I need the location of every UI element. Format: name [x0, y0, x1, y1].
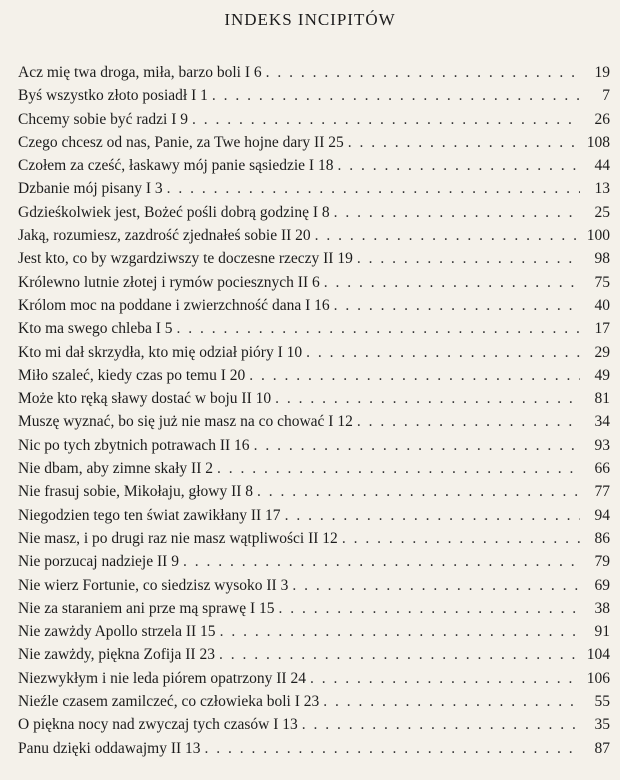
- index-entry: [18, 87, 610, 110]
- incipit-text: Nie za staraniem ani prze mą sprawę I 15: [18, 599, 275, 617]
- page-number: 77: [594, 483, 610, 501]
- incipit-text: Jest kto, co by wzgardziwszy te doczesne rzeczy II 19: [18, 250, 353, 268]
- page-number: 87: [594, 739, 610, 757]
- index-entry: [18, 623, 610, 646]
- incipit-text: Kto mi dał skrzydła, kto mię odział pióry I 10: [18, 343, 303, 361]
- dot-leader: [192, 111, 580, 129]
- incipit-text: O piękna nocy nad zwyczaj tych czasów I 13: [18, 716, 298, 734]
- index-entry: [18, 460, 610, 483]
- dot-leader: [310, 670, 580, 688]
- incipit-index-list: [18, 64, 610, 763]
- index-entry: [18, 157, 610, 180]
- incipit-text: Miło szaleć, kiedy czas po temu I 20: [18, 366, 246, 384]
- index-entry: [18, 180, 610, 203]
- dot-leader: [177, 320, 580, 338]
- page-number: 93: [594, 436, 610, 454]
- incipit-text: Może kto ręką sławy dostać w boju II 10: [18, 390, 272, 408]
- dot-leader: [212, 87, 580, 105]
- index-entry: [18, 646, 610, 669]
- dot-leader: [334, 297, 580, 315]
- dot-leader: [334, 204, 580, 222]
- dot-leader: [285, 507, 580, 525]
- page-number: 34: [594, 413, 610, 431]
- dot-leader: [219, 646, 580, 664]
- page-number: 7: [602, 87, 610, 105]
- index-entry: [18, 134, 610, 157]
- page-number: 26: [594, 110, 610, 128]
- dot-leader: [302, 716, 580, 734]
- incipit-text: Nie masz, i po drugi raz nie masz wątpliwości II 12: [18, 529, 338, 547]
- index-entry: [18, 367, 610, 390]
- page-number: 29: [594, 343, 610, 361]
- index-entry: [18, 64, 610, 87]
- incipit-text: Królom moc na poddane i zwierzchność dana I 16: [18, 296, 330, 314]
- index-entry: [18, 250, 610, 273]
- page-number: 91: [594, 623, 610, 641]
- page-number: 13: [594, 180, 610, 198]
- page-number: 44: [594, 157, 610, 175]
- dot-leader: [220, 623, 580, 641]
- incipit-text: Nie porzucaj nadzieje II 9: [18, 553, 179, 571]
- incipit-text: Gdzieśkolwiek jest, Bożeć pośli dobrą godzinę I 8: [18, 203, 330, 221]
- dot-leader: [337, 157, 580, 175]
- index-entry: [18, 577, 610, 600]
- index-entry: [18, 111, 610, 134]
- dot-leader: [315, 227, 580, 245]
- page-number: 49: [594, 366, 610, 384]
- incipit-text: Niezwykłym i nie leda piórem opatrzony II 24: [18, 669, 306, 687]
- dot-leader: [357, 413, 580, 431]
- index-entry: [18, 344, 610, 367]
- incipit-text: Nie frasuj sobie, Mikołaju, głowy II 8: [18, 483, 254, 501]
- dot-leader: [324, 274, 580, 292]
- page-number: 19: [594, 64, 610, 81]
- dot-leader: [292, 577, 580, 595]
- dot-leader: [254, 437, 580, 455]
- page-number: 86: [594, 529, 610, 547]
- page-number: 25: [594, 203, 610, 221]
- index-entry: [18, 530, 610, 553]
- index-entry: [18, 437, 610, 460]
- index-entry: [18, 600, 610, 623]
- page-number: 40: [594, 296, 610, 314]
- page-number: 98: [594, 250, 610, 268]
- index-entry: [18, 297, 610, 320]
- dot-leader: [249, 367, 580, 385]
- page-number: 94: [594, 506, 610, 524]
- incipit-text: Czołem za cześć, łaskawy mój panie sąsiedzie I 18: [18, 157, 334, 175]
- page-number: 104: [586, 646, 610, 664]
- index-entry: [18, 204, 610, 227]
- incipit-text: Nic po tych zbytnich potrawach II 16: [18, 436, 250, 454]
- page-title: INDEKS INCIPITÓW: [224, 10, 396, 29]
- page-number: 17: [594, 320, 610, 338]
- page-number: 75: [594, 273, 610, 291]
- index-entry: [18, 553, 610, 576]
- incipit-text: Królewno lutnie złotej i rymów pociesznych II 6: [18, 273, 320, 291]
- incipit-text: Acz mię twa droga, miła, barzo boli I 6: [18, 64, 262, 81]
- page-number: 81: [594, 390, 610, 408]
- dot-leader: [323, 693, 580, 711]
- incipit-text: Czego chcesz od nas, Panie, za Twe hojne dary II 25: [18, 133, 344, 151]
- incipit-text: Nie dbam, aby zimne skały II 2: [18, 460, 213, 478]
- incipit-text: Panu dzięki oddawajmy II 13: [18, 739, 201, 757]
- index-entry: [18, 274, 610, 297]
- dot-leader: [306, 344, 580, 362]
- incipit-text: Nie zawżdy Apollo strzela II 15: [18, 623, 216, 641]
- index-entry: [18, 507, 610, 530]
- incipit-text: Muszę wyznać, bo się już nie masz na co chować I 12: [18, 413, 353, 431]
- page-number: 38: [594, 599, 610, 617]
- page-number: 108: [586, 133, 610, 151]
- incipit-text: Jaką, rozumiesz, zazdrość zjednałeś sobie II 20: [18, 227, 311, 245]
- incipit-text: Nie zawżdy, piękna Zofija II 23: [18, 646, 215, 664]
- incipit-text: Nieźle czasem zamilczeć, co człowieka boli I 23: [18, 693, 320, 711]
- index-entry: [18, 227, 610, 250]
- incipit-text: Kto ma swego chleba I 5: [18, 320, 173, 338]
- page-number: 55: [594, 693, 610, 711]
- dot-leader: [217, 460, 580, 478]
- page-number: 79: [594, 553, 610, 571]
- index-entry: [18, 320, 610, 343]
- index-entry: [18, 670, 610, 693]
- index-entry: [18, 390, 610, 413]
- dot-leader: [183, 553, 580, 571]
- dot-leader: [348, 134, 580, 152]
- dot-leader: [167, 180, 580, 198]
- incipit-text: Nie wierz Fortunie, co siedzisz wysoko II 3: [18, 576, 289, 594]
- incipit-text: Dzbanie mój pisany I 3: [18, 180, 163, 198]
- dot-leader: [342, 530, 580, 548]
- dot-leader: [266, 64, 580, 82]
- index-entry: [18, 716, 610, 739]
- incipit-text: Niegodzien tego ten świat zawikłany II 17: [18, 506, 281, 524]
- page-number: 35: [594, 716, 610, 734]
- index-entry: [18, 413, 610, 436]
- page-number: 69: [594, 576, 610, 594]
- index-entry: [18, 740, 610, 763]
- page-number: 66: [594, 460, 610, 478]
- dot-leader: [257, 483, 580, 501]
- page-number: 100: [586, 227, 610, 245]
- dot-leader: [205, 740, 580, 758]
- dot-leader: [279, 600, 581, 618]
- index-entry: [18, 483, 610, 506]
- index-entry: [18, 693, 610, 716]
- incipit-text: Byś wszystko złoto posiadł I 1: [18, 87, 208, 105]
- dot-leader: [357, 250, 580, 268]
- dot-leader: [275, 390, 580, 408]
- incipit-text: Chcemy sobie być radzi I 9: [18, 110, 189, 128]
- page-number: 106: [586, 669, 610, 687]
